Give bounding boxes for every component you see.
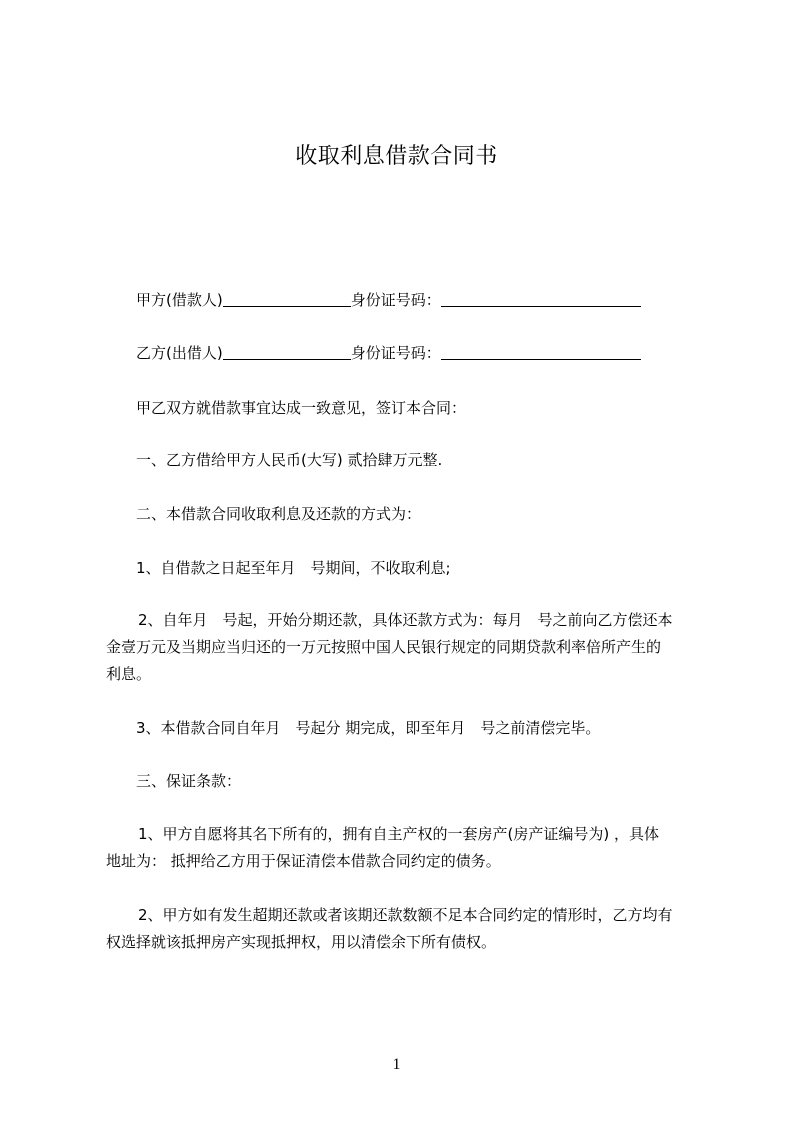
- clause-3-item-2-line-2: 权选择就该抵押房产实现抵押权，用以清偿余下所有债权。: [106, 933, 497, 951]
- document-title: 收取利息借款合同书: [295, 144, 498, 169]
- party-b-label: 乙方(出借人): [136, 344, 223, 362]
- party-a-id-blank: [441, 291, 641, 307]
- clause-3-item-1-line-1: 1、甲方自愿将其名下所有的，拥有自主产权的一套房产(房产证编号为) ，具体: [138, 825, 660, 843]
- party-a-name-blank: [223, 291, 351, 307]
- clause-2-item-2-line-2: 金壹万元及当期应当归还的一万元按照中国人民银行规定的同期贷款利率倍所产生的: [106, 638, 662, 656]
- party-b-line: [136, 343, 641, 364]
- intro-paragraph: 甲乙双方就借款事宜达成一致意见，签订本合同：: [136, 399, 467, 417]
- party-a-id-label: 身份证号码：: [350, 291, 441, 309]
- party-a-line: [136, 290, 641, 311]
- clause-2-item-3: 3、本借款合同自年月 号起分 期完成，即至年月 号之前清偿完毕。: [136, 719, 601, 737]
- clause-1: 一、乙方借给甲方人民币(大写) 贰拾肆万元整.: [136, 451, 443, 469]
- clause-3-item-1-line-2: 地址为： 抵押给乙方用于保证清偿本借款合同约定的债务。: [106, 852, 501, 870]
- party-b-name-blank: [223, 344, 351, 360]
- page-number: 1: [392, 1056, 401, 1073]
- clause-3-heading: 三、保证条款：: [136, 772, 242, 790]
- clause-2-item-2-line-3: 利息。: [106, 665, 152, 683]
- party-a-label: 甲方(借款人): [136, 291, 223, 309]
- party-b-id-blank: [441, 344, 641, 360]
- clause-2-item-1: 1、自借款之日起至年月 号期间，不收取利息;: [136, 559, 451, 577]
- clause-2-heading: 二、本借款合同收取利息及还款的方式为：: [136, 505, 422, 523]
- clause-2-item-2-line-1: 2、自年月 号起，开始分期还款，具体还款方式为：每月 号之前向乙方偿还本: [138, 611, 673, 629]
- party-b-id-label: 身份证号码：: [350, 344, 441, 362]
- clause-3-item-2-line-1: 2、甲方如有发生超期还款或者该期还款数额不足本合同约定的情形时，乙方均有: [138, 906, 673, 924]
